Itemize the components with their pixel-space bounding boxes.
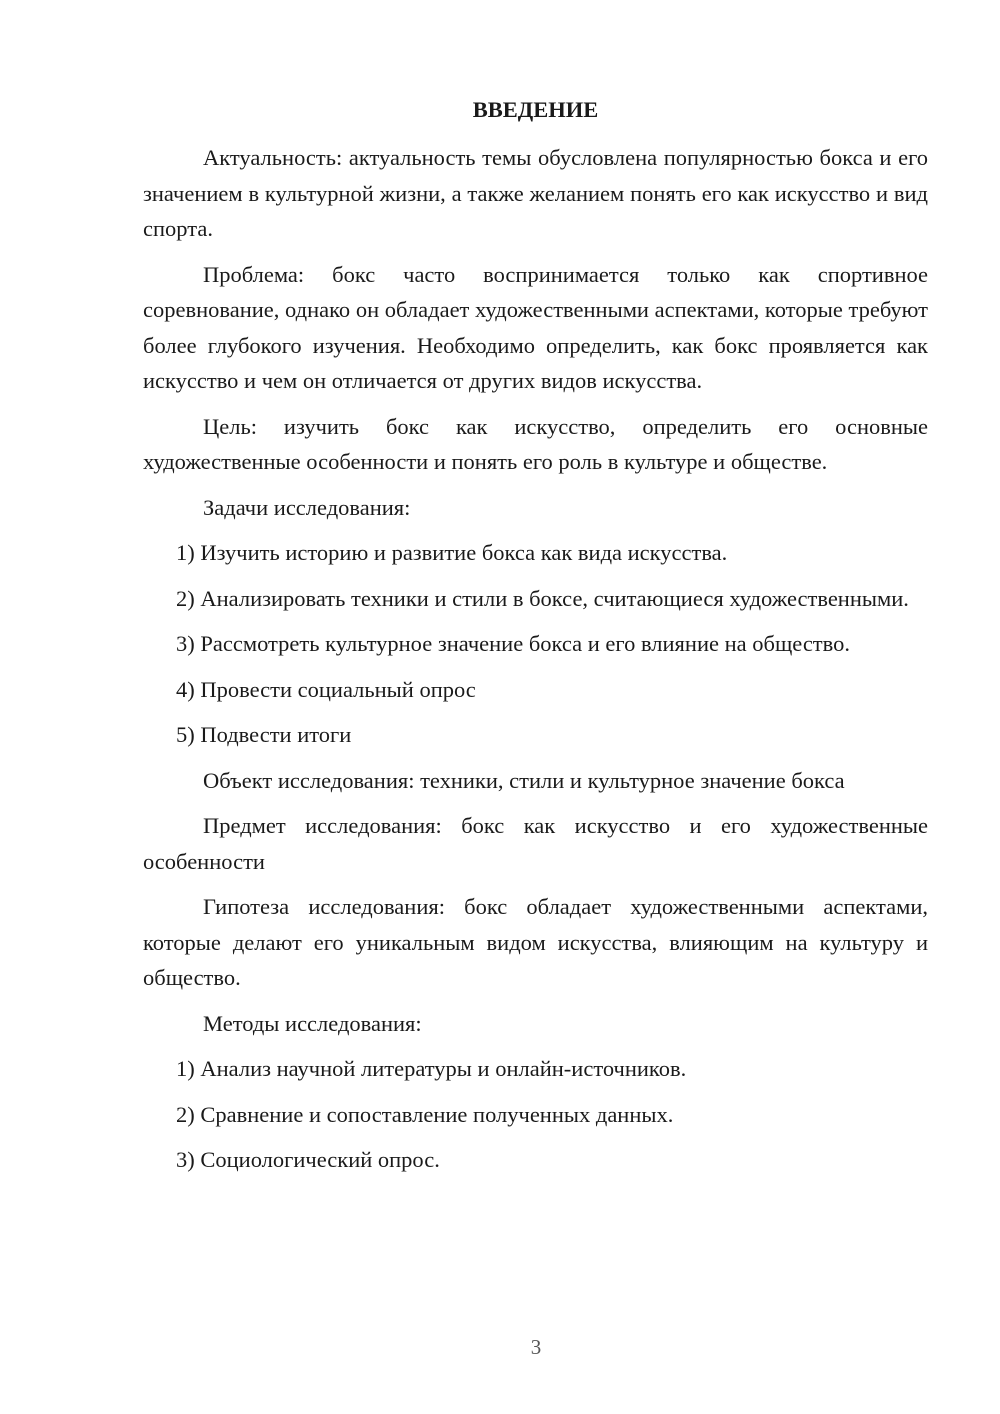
paragraph-goal: Цель: изучить бокс как искусство, определить его основные художественные особенности и понять его роль в культуре и обществе. bbox=[143, 413, 928, 474]
paragraph-problem: Проблема: бокс часто воспринимается только как спортивное соревнование, однако он обладает художественными аспектами, которые требуют более глубокого изучения. Необходимо определить, как бокс проявляется как искусство и чем он отличается от других видов искусства. bbox=[143, 261, 928, 393]
list-item-method-2: 2) Сравнение и сопоставление полученных данных. bbox=[176, 1101, 674, 1127]
list-item-method-3: 3) Социологический опрос. bbox=[176, 1147, 440, 1172]
list-item-task-5: 5) Подвести итоги bbox=[176, 722, 352, 747]
list-item-task-3: 3) Рассмотреть культурное значение бокса и его влияние на общество. bbox=[176, 631, 850, 656]
paragraph-object: Объект исследования: техники, стили и культурное значение бокса bbox=[203, 767, 845, 793]
section-heading: ВВЕДЕНИЕ bbox=[472, 97, 599, 122]
paragraph-hypothesis: Гипотеза исследования: бокс обладает художественными аспектами, которые делают его уникальным видом искусства, влияющим на культуру и общество. bbox=[143, 894, 928, 990]
document-body bbox=[143, 92, 928, 1188]
paragraph-subject: Предмет исследования: бокс как искусство и его художественные особенности bbox=[143, 813, 928, 874]
list-item-task-1: 1) Изучить историю и развитие бокса как вида искусства. bbox=[176, 540, 728, 565]
paragraph-methods-heading: Методы исследования: bbox=[203, 1010, 422, 1036]
list-item-method-1: 1) Анализ научной литературы и онлайн-источников. bbox=[176, 1056, 687, 1081]
page-number: 3 bbox=[530, 1335, 542, 1359]
paragraph-tasks-heading: Задачи исследования: bbox=[203, 494, 411, 520]
list-item-task-2: 2) Анализировать техники и стили в боксе, считающиеся художественными. bbox=[176, 585, 909, 611]
list-item-task-4: 4) Провести социальный опрос bbox=[176, 676, 476, 702]
paragraph-relevance: Актуальность: актуальность темы обусловлена популярностью бокса и его значением в культурной жизни, а также желанием понять его как искусство и вид спорта. bbox=[143, 145, 928, 241]
